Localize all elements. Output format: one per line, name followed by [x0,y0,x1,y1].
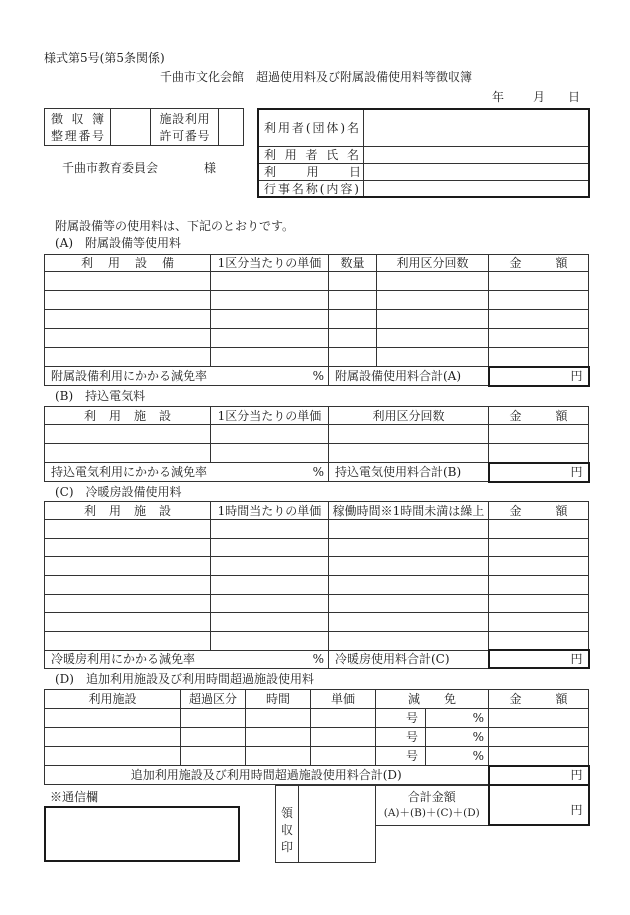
operating-hours-cell [329,613,489,632]
reduction-percent-cell: % [426,747,489,766]
equipment-total-label: 附属設備使用料合計(A) [329,367,489,386]
hourly-price-cell [211,594,329,613]
hourly-price-cell [211,632,329,651]
overtime-total-amount: 円 [489,766,589,785]
hvac-reduction-label: 冷暖房利用にかかる減免率 [51,652,196,667]
quantity-cell [329,272,377,291]
ledger-number-row [45,109,244,146]
amount-cell [489,520,589,539]
notes-box [44,806,240,862]
amount-cell [489,291,589,310]
amount-cell [489,348,589,367]
equipment-fee-row [45,291,589,310]
unit-price-cell [311,747,376,766]
equipment-reduction-label: 附属設備利用にかかる減免率 [51,369,208,383]
reduction-percent-cell: % [426,709,489,728]
operating-hours-cell [329,538,489,557]
equipment-cell [45,310,211,329]
date-day-label: 日 [568,90,581,104]
electricity-reduction [45,466,328,478]
intro-text: 附属設備等の使用料は、下記のとおりです。 [55,219,295,233]
reduction-percent-cell: % [426,728,489,747]
facility-cell [45,728,181,747]
col-unit-price: 1区分当たりの単価 [211,255,329,272]
col-amount-label: 金額 [509,503,568,518]
col-equipment [45,255,211,272]
page-title: 千曲市文化会館 超過使用料及び附属設備使用料等徴収簿 [160,70,473,84]
col-amount-label: 金額 [509,408,568,423]
col-quantity: 数量 [329,255,377,272]
amount-cell [489,709,589,728]
grand-total-amount: 円 [489,785,589,825]
col-facility: 利用施設 [45,690,181,709]
grand-total-label: 合計金額 [407,790,456,804]
collection-number-label-line1: 徴収簿 [51,111,104,126]
receipt-and-grand-total [275,784,590,863]
usage-count-cell [377,291,489,310]
amount-cell [489,728,589,747]
amount-cell [489,576,589,595]
facility-cell [45,747,181,766]
section-a-heading: (A) 附属設備等使用料 [55,236,182,250]
unit-price-cell [211,272,329,291]
overtime-category-cell [181,728,246,747]
usage-count-cell [377,348,489,367]
quantity-cell [329,348,377,367]
equipment-reduction-cell [45,367,329,386]
reduction-number-cell: 号 [376,709,426,728]
overtime-category-cell [181,709,246,728]
section-d-heading: (D) 追加利用施設及び利用時間超過施設使用料 [55,672,314,686]
equipment-reduction-percent: % [312,369,324,383]
event-name-label: 行事名称(内容) [264,181,359,196]
permit-number-label-line1: 施設利用 [159,111,210,126]
facility-cell [45,632,211,651]
facility-cell [45,444,211,463]
col-reduction [376,690,489,709]
event-name-label-cell [258,180,363,197]
hvac-reduction [45,653,328,665]
hvac-fee-row [45,557,589,576]
hvac-fee-table [44,501,590,669]
hours-cell [246,709,311,728]
user-name-row [258,146,589,163]
quantity-cell [329,291,377,310]
hvac-reduction-percent: % [312,652,324,667]
col-facility-label: 利用施設 [84,408,171,423]
overtime-fee-row [45,709,589,728]
overtime-total-label: 追加利用施設及び利用時間超過施設使用料合計(D) [45,766,489,785]
group-name-label: 利用者(団体)名 [264,121,359,135]
facility-cell [45,425,211,444]
hvac-fee-row [45,594,589,613]
overtime-fee-footer [45,766,589,785]
permit-number-label-line2: 許可番号 [159,128,210,143]
hourly-price-cell [211,613,329,632]
col-equipment-label: 利用設備 [81,256,174,271]
hourly-price-cell [211,520,329,539]
amount-cell [489,613,589,632]
use-date-row [258,163,589,180]
section-b-heading: (B) 持込電気料 [55,389,146,403]
col-usage-count: 利用区分回数 [329,407,489,425]
receipt-seal-area [299,785,376,862]
electricity-reduction-percent: % [312,465,324,479]
usage-count-cell [377,329,489,348]
receipt-seal-label-cell [276,785,299,862]
overtime-fee-row [45,728,589,747]
seal-spacer-cell [376,825,489,862]
amount-cell [489,310,589,329]
equipment-fee-row [45,348,589,367]
quantity-cell [329,329,377,348]
facility-cell [45,709,181,728]
group-name-value [363,109,589,146]
hvac-fee-row [45,576,589,595]
col-amount [489,407,589,425]
hvac-fee-row [45,613,589,632]
hvac-reduction-cell [45,650,329,668]
electricity-reduction-label: 持込電気利用にかかる減免率 [51,465,208,479]
col-facility-label: 利用施設 [84,503,171,518]
grand-total-row [276,785,589,825]
col-hours: 時間 [246,690,311,709]
col-unit-price: 1区分当たりの単価 [211,407,329,425]
col-operating-hours: 稼働時間※1時間未満は繰上 [329,502,489,520]
date-month-label: 月 [533,90,546,104]
unit-price-cell [211,310,329,329]
permit-number-value [219,109,244,146]
facility-cell [45,538,211,557]
col-overtime-category: 超過区分 [181,690,246,709]
col-reduction-label: 減免 [408,692,456,707]
hvac-total-label: 冷暖房使用料合計(C) [329,650,489,668]
equipment-fee-row [45,329,589,348]
operating-hours-cell [329,557,489,576]
equipment-reduction [45,370,328,382]
equipment-total-amount: 円 [489,367,589,386]
hvac-fee-row [45,632,589,651]
amount-cell [489,329,589,348]
date-year-label: 年 [492,90,505,104]
unit-price-cell [311,728,376,747]
col-amount [489,502,589,520]
operating-hours-cell [329,594,489,613]
grand-total-formula: (A)＋(B)＋(C)＋(D) [383,807,480,819]
col-amount [489,255,589,272]
amount-cell [489,538,589,557]
electricity-total-label: 持込電気使用料合計(B) [329,463,489,482]
usage-count-cell [377,272,489,291]
electricity-total-amount: 円 [489,463,589,482]
equipment-cell [45,272,211,291]
unit-price-cell [211,425,329,444]
amount-cell [489,425,589,444]
amount-cell [489,272,589,291]
recipient-name: 千曲市教育委員会 [62,161,159,175]
unit-price-cell [211,329,329,348]
reduction-number-cell: 号 [376,728,426,747]
use-date-value [363,163,589,180]
use-date-label: 利用日 [264,164,361,179]
section-c-heading: (C) 冷暖房設備使用料 [55,485,182,499]
unit-price-cell [211,348,329,367]
amount-cell [489,632,589,651]
unit-price-cell [311,709,376,728]
seal-spacer-cell [489,825,589,862]
amount-cell [489,594,589,613]
electricity-fee-row [45,444,589,463]
grand-total-label-cell [376,785,489,825]
usage-count-cell [329,425,489,444]
hvac-fee-row [45,520,589,539]
hvac-fee-row [45,538,589,557]
usage-count-cell [377,310,489,329]
amount-cell [489,747,589,766]
equipment-cell [45,329,211,348]
group-name-label-cell [258,109,363,146]
permit-number-label [151,109,219,146]
operating-hours-cell [329,632,489,651]
equipment-fee-footer [45,367,589,386]
receipt-seal-label: 領収印 [281,805,294,854]
facility-cell [45,613,211,632]
collection-number-label [45,109,111,146]
overtime-fee-header [45,690,589,709]
recipient-honorific: 様 [204,161,217,175]
electricity-reduction-cell [45,463,329,482]
overtime-category-cell [181,747,246,766]
electricity-fee-table [44,406,590,483]
user-name-label-cell [258,146,363,163]
notes-label: ※通信欄 [50,790,99,804]
col-amount-label: 金額 [509,256,568,271]
hvac-fee-footer [45,650,589,668]
col-facility [45,407,211,425]
col-amount-label: 金額 [509,692,568,707]
col-usage-count: 利用区分回数 [377,255,489,272]
use-date-label-cell [258,163,363,180]
collection-number-value [111,109,151,146]
col-amount [489,690,589,709]
equipment-fee-row [45,272,589,291]
unit-price-cell [211,444,329,463]
ledger-number-box [44,108,244,146]
electricity-fee-header [45,407,589,425]
facility-cell [45,594,211,613]
col-unit-price: 単価 [311,690,376,709]
amount-cell [489,444,589,463]
usage-count-cell [329,444,489,463]
amount-cell [489,557,589,576]
hours-cell [246,728,311,747]
user-name-value [363,146,589,163]
facility-cell [45,520,211,539]
equipment-cell [45,291,211,310]
unit-price-cell [211,291,329,310]
facility-cell [45,576,211,595]
hourly-price-cell [211,576,329,595]
quantity-cell [329,310,377,329]
hourly-price-cell [211,557,329,576]
hvac-total-amount: 円 [489,650,589,668]
electricity-fee-row [45,425,589,444]
facility-cell [45,557,211,576]
electricity-fee-footer [45,463,589,482]
overtime-fee-table [44,689,590,786]
hours-cell [246,747,311,766]
col-facility [45,502,211,520]
hourly-price-cell [211,538,329,557]
reduction-number-cell: 号 [376,747,426,766]
event-name-value [363,180,589,197]
equipment-fee-row [45,310,589,329]
hvac-fee-header [45,502,589,520]
equipment-fee-table [44,254,590,387]
equipment-fee-header [45,255,589,272]
collection-number-label-line2: 整理番号 [51,128,104,143]
operating-hours-cell [329,576,489,595]
equipment-cell [45,348,211,367]
form-number: 様式第5号(第5条関係) [44,51,165,65]
overtime-fee-row [45,747,589,766]
user-info-box [257,108,590,198]
event-name-row [258,180,589,197]
user-name-label: 利用者氏名 [264,147,359,162]
group-name-row [258,109,589,146]
col-hourly-price: 1時間当たりの単価 [211,502,329,520]
operating-hours-cell [329,520,489,539]
